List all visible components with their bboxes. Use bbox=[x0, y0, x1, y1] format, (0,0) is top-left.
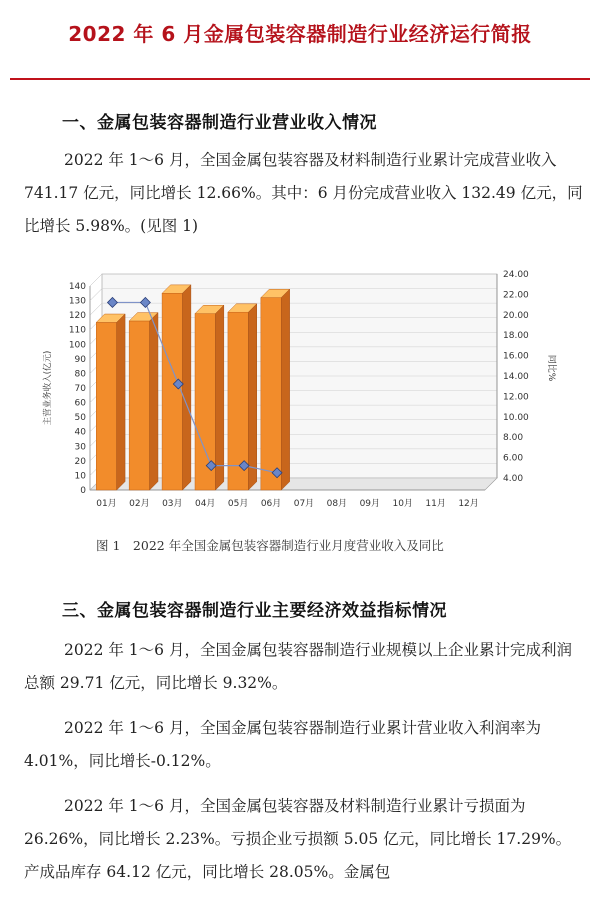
y-tick-label: 110 bbox=[68, 325, 86, 336]
y2-tick-label: 8.00 bbox=[503, 433, 524, 444]
y2-tick-label: 6.00 bbox=[503, 453, 524, 464]
y-axis-label: 主营业务收入(亿元) bbox=[43, 350, 53, 426]
x-tick-label: 12月 bbox=[458, 499, 479, 509]
revenue-bar-side bbox=[182, 285, 190, 490]
y-tick-label: 70 bbox=[74, 384, 86, 394]
section-3-text-3: 2022 年 1～6 月，全国金属包装容器及材料制造行业累计亏损面为 26.26%，同比增长 2.23%。亏损企业亏损额 5.05 亿元，同比增长 17.29%。产成品库存 64.12 亿元，同比增长 28.05%。金属包 bbox=[24, 797, 572, 881]
x-tick-label: 09月 bbox=[359, 499, 381, 509]
y-tick-label: 0 bbox=[80, 486, 86, 496]
y2-tick-label: 12.00 bbox=[503, 392, 529, 403]
x-tick-label: 10月 bbox=[392, 499, 413, 509]
y-grid-diag bbox=[90, 274, 102, 286]
y-tick-label: 100 bbox=[68, 340, 86, 351]
y2-tick-label: 4.00 bbox=[503, 474, 524, 484]
revenue-bar-side bbox=[215, 305, 223, 490]
revenue-bar bbox=[129, 321, 149, 490]
y2-tick-label: 14.00 bbox=[503, 372, 529, 382]
section-3-paragraph-3 bbox=[24, 790, 584, 889]
y-tick-label: 20 bbox=[74, 456, 86, 467]
x-tick-label: 07月 bbox=[293, 499, 315, 509]
section-3-paragraph-1 bbox=[24, 634, 584, 700]
y-tick-label: 50 bbox=[74, 413, 86, 424]
y-grid-diag bbox=[90, 289, 102, 301]
y-tick-label: 130 bbox=[68, 296, 86, 307]
y-tick-label: 10 bbox=[74, 471, 86, 482]
y-tick-label: 40 bbox=[74, 427, 86, 438]
y2-axis-label: 同比% bbox=[546, 354, 556, 382]
x-tick-label: 06月 bbox=[260, 499, 282, 509]
y-tick-label: 30 bbox=[74, 442, 86, 453]
figure-caption: 图 1 2022 年全国金属包装容器制造行业月度营业收入及同比 bbox=[96, 538, 444, 553]
revenue-bar-side bbox=[281, 289, 289, 490]
revenue-bar-side bbox=[117, 314, 125, 490]
y-tick-label: 120 bbox=[68, 311, 86, 322]
y-tick-label: 140 bbox=[68, 282, 86, 292]
revenue-bar bbox=[96, 322, 116, 490]
revenue-bar-side bbox=[150, 313, 158, 490]
revenue-bar-side bbox=[248, 304, 256, 490]
section-1-paragraph bbox=[24, 144, 584, 243]
y2-tick-label: 10.00 bbox=[503, 412, 529, 423]
section-3-text-2: 2022 年 1～6 月，全国金属包装容器制造行业累计营业收入利润率为 4.01%，同比增长-0.12%。 bbox=[24, 719, 541, 770]
section-1-heading: 一、金属包装容器制造行业营业收入情况 bbox=[62, 113, 377, 133]
y-tick-label: 80 bbox=[74, 369, 86, 380]
y2-tick-label: 18.00 bbox=[503, 331, 529, 342]
document-title: 2022 年 6 月金属包装容器制造行业经济运行简报 bbox=[68, 22, 532, 46]
section-3-heading: 三、金属包装容器制造行业主要经济效益指标情况 bbox=[62, 601, 447, 621]
revenue-bar bbox=[162, 293, 182, 490]
x-tick-label: 04月 bbox=[194, 499, 216, 509]
x-tick-label: 08月 bbox=[326, 499, 348, 509]
x-tick-label: 03月 bbox=[162, 499, 183, 509]
y-grid-diag bbox=[90, 303, 102, 315]
y2-tick-label: 20.00 bbox=[503, 310, 529, 321]
y-tick-label: 90 bbox=[74, 354, 86, 365]
x-tick-label: 02月 bbox=[129, 499, 150, 509]
revenue-bar bbox=[261, 298, 281, 490]
y2-tick-label: 16.00 bbox=[503, 351, 529, 362]
y-tick-label: 60 bbox=[74, 398, 86, 409]
revenue-chart bbox=[40, 268, 570, 518]
section-3-text-1: 2022 年 1～6 月，全国金属包装容器制造行业规模以上企业累计完成利润总额 29.71 亿元，同比增长 9.32%。 bbox=[24, 641, 572, 692]
y2-tick-label: 24.00 bbox=[503, 270, 529, 280]
title-divider bbox=[10, 78, 590, 80]
x-tick-label: 01月 bbox=[96, 499, 117, 509]
section-1-text: 2022 年 1～6 月，全国金属包装容器及材料制造行业累计完成营业收入 741.17 亿元，同比增长 12.66%。其中：6 月份完成营业收入 132.49 亿元，同比增长 5.98%。(见图 1) bbox=[24, 151, 583, 235]
y2-tick-label: 22.00 bbox=[503, 290, 529, 301]
x-tick-label: 05月 bbox=[227, 499, 249, 509]
section-3-paragraph-2 bbox=[24, 712, 584, 778]
x-tick-label: 11月 bbox=[425, 499, 446, 509]
